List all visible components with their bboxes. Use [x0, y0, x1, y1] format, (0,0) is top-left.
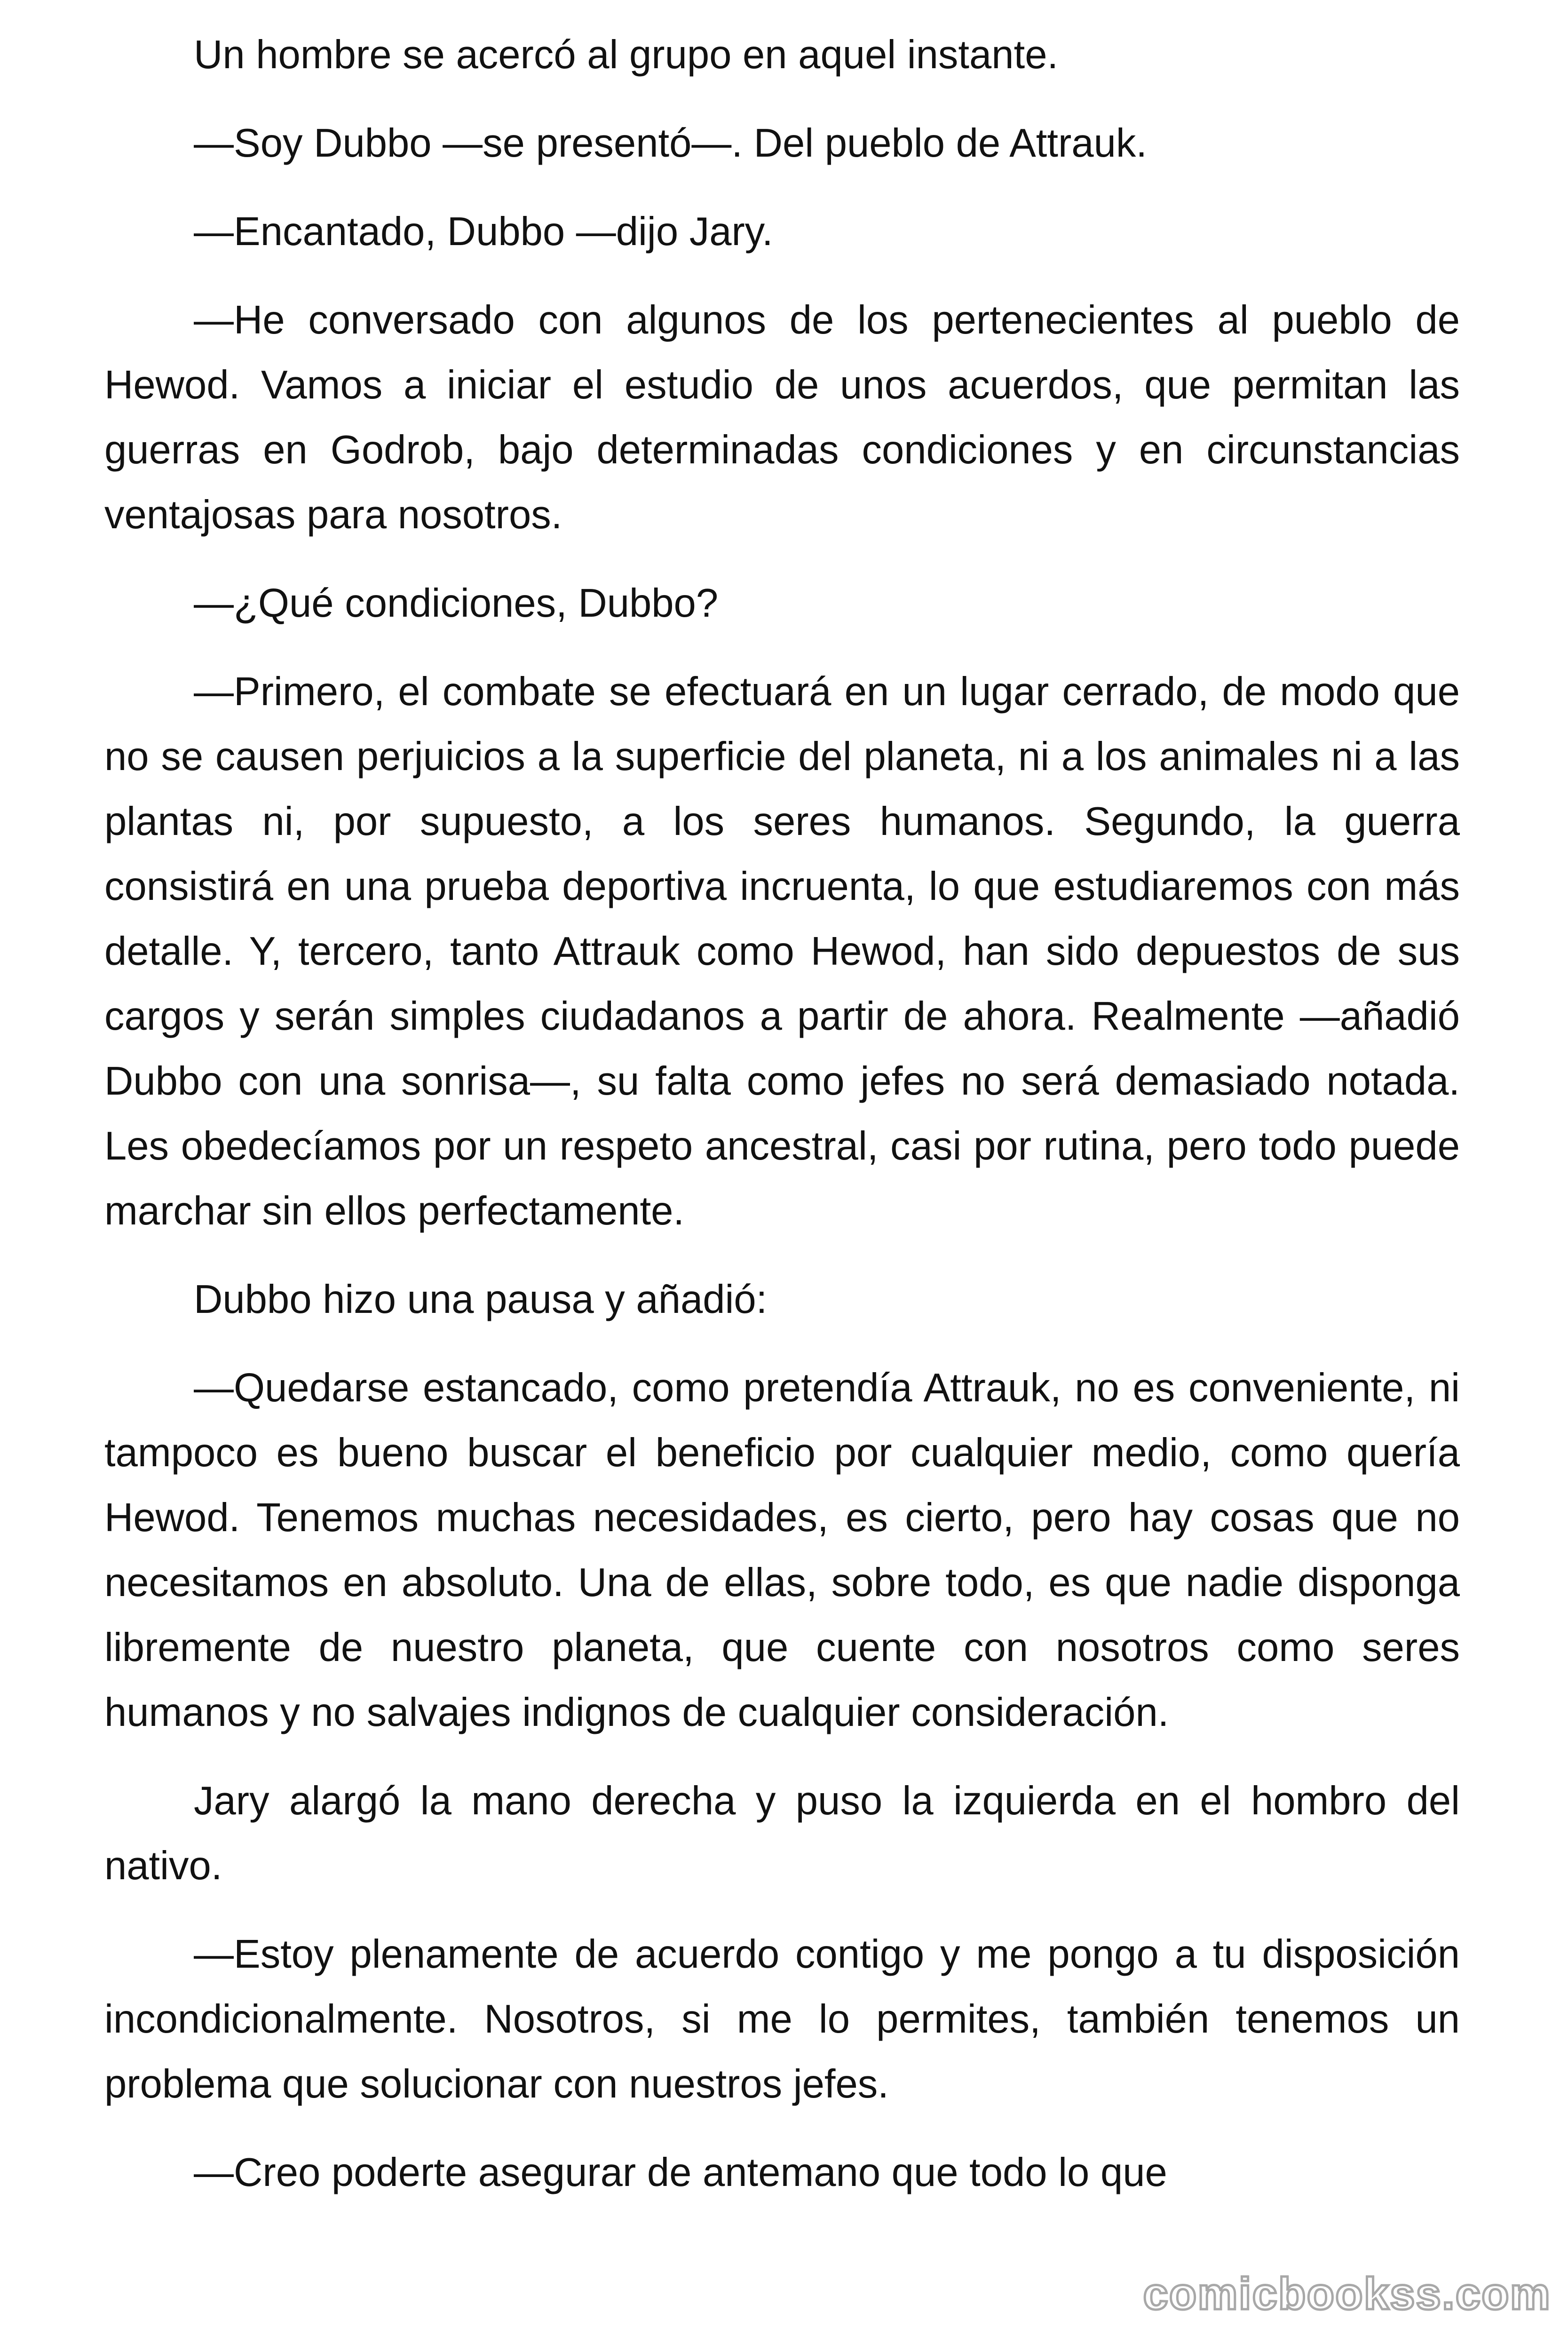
- paragraph-1: Un hombre se acercó al grupo en aquel instante.: [194, 32, 1059, 77]
- paragraph-11: —Creo poderte asegurar de antemano que todo lo que: [194, 2150, 1167, 2195]
- paragraph-5: —¿Qué condiciones, Dubbo?: [194, 581, 719, 626]
- paragraph-8: —Quedarse estancado, como pretendía Attrauk, no es conveniente, ni tampoco es bueno buscar el beneficio por cualquier medio, como quería Hewod. Tenemos muchas necesidades, es cierto, pero hay cosas que no necesitamos en absoluto. Una de ellas, sobre todo, es que nadie disponga libremente de nuestro planeta, que cuente con nosotros como seres humanos y no salvajes indignos de cualquier consideración.: [104, 1366, 1460, 1735]
- paragraph-7: Dubbo hizo una pausa y añadió:: [194, 1277, 768, 1322]
- site-watermark: comicbookss.com: [1143, 2269, 1551, 2319]
- paragraph-2: —Soy Dubbo —se presentó—. Del pueblo de Attrauk.: [194, 121, 1147, 166]
- paragraph-6: —Primero, el combate se efectuará en un lugar cerrado, de modo que no se causen perjuicios a la superficie del planeta, ni a los animales ni a las plantas ni, por supuesto, a los seres humanos. Segundo, la guerra consistirá en una prueba deportiva incruenta, lo que estudiaremos con más detalle. Y, tercero, tanto Attrauk como Hewod, han sido depuestos de sus cargos y serán simples ciudadanos a partir de ahora. Realmente —añadió Dubbo con una sonrisa—, su falta como jefes no será demasiado notada. Les obedecíamos por un respeto ancestral, casi por rutina, pero todo puede marchar sin ellos perfectamente.: [104, 669, 1460, 1233]
- paragraph-3: —Encantado, Dubbo —dijo Jary.: [194, 209, 773, 254]
- paragraph-9: Jary alargó la mano derecha y puso la izquierda en el hombro del nativo.: [104, 1779, 1460, 1888]
- paragraph-10: —Estoy plenamente de acuerdo contigo y me pongo a tu disposición incondicionalmente. Nosotros, si me lo permites, también tenemos un problema que solucionar con nuestros jefes.: [104, 1932, 1460, 2106]
- page-text: [104, 23, 1460, 2229]
- paragraph-4: —He conversado con algunos de los pertenecientes al pueblo de Hewod. Vamos a iniciar el estudio de unos acuerdos, que permitan las guerras en Godrob, bajo determinadas condiciones y en circunstancias ventajosas para nosotros.: [104, 298, 1460, 537]
